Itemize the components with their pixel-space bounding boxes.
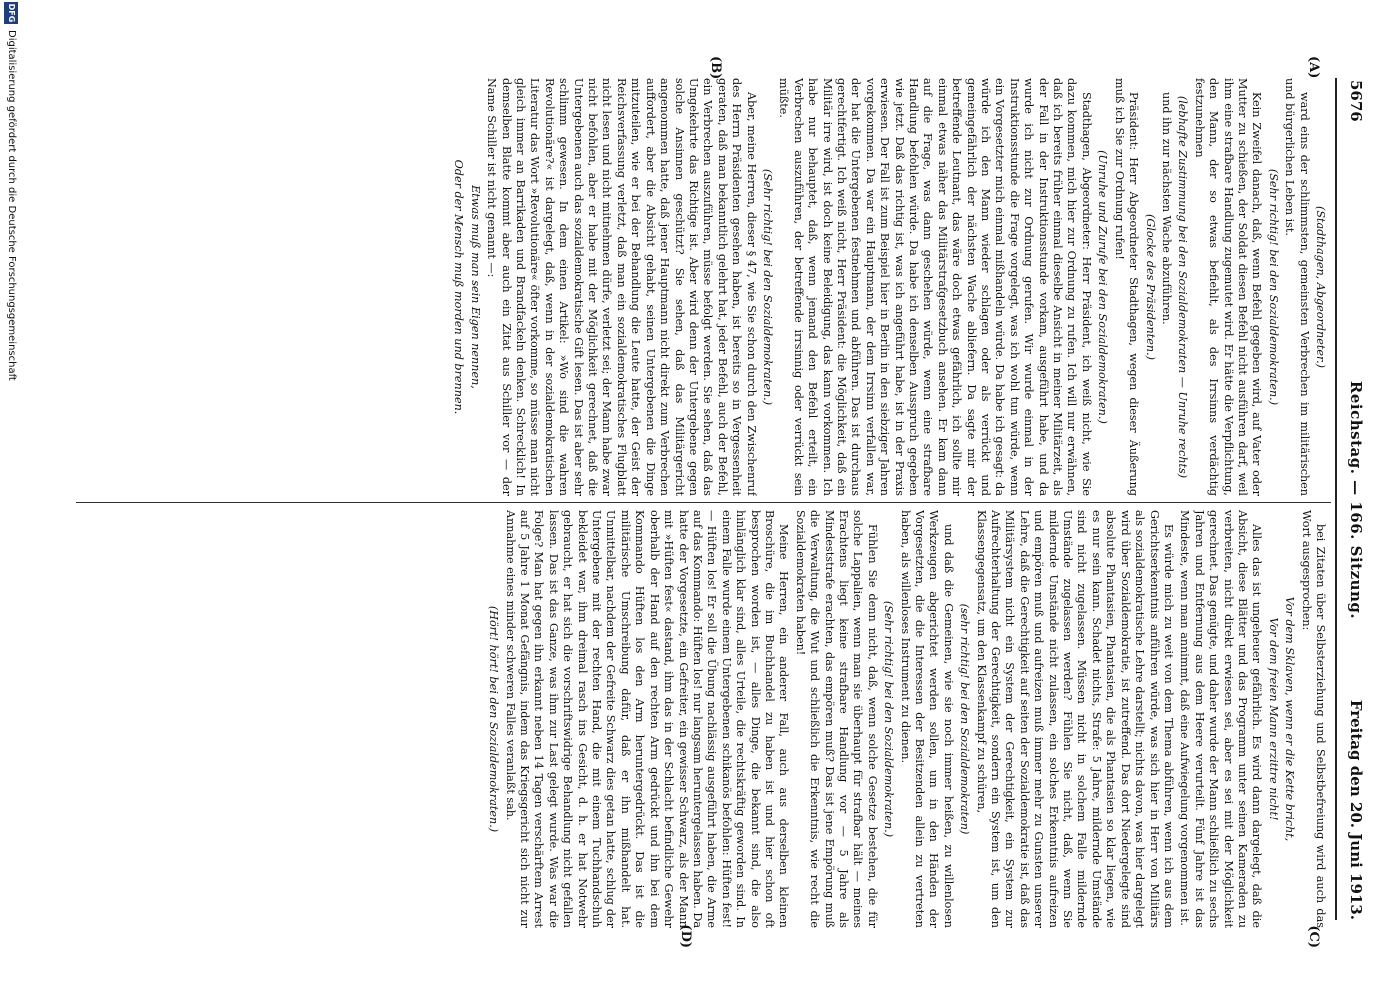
- interjection: (Sehr richtig! bei den Sozialdemokraten.): [760, 168, 774, 406]
- paragraph: Präsident: Herr Abgeordneter Stadthagen, wegen dieser Äußerung muß ich Sie zur Ordnung rufen!: [1112, 78, 1141, 496]
- interjection: (Sehr richtig! bei den Sozialdemokraten.): [882, 600, 896, 838]
- paragraph: Meine Herren, ein anderer Fall, auch aus derselben kleinen Broschüre, die im Buchhandel zu haben ist und hier schon oft besprochen worden ist, — alles Dinge, die bekannt sind, die also hinlänglich klar sind, alles Urteile, die rechtskräftig geworden sind. In einem Falle wurde einem Untergebenen schikanös befohlen: Hüften fest! — Hüften los! Er soll die Übung nachlässig ausgeführt haben, die Arme auf das Kommando: Hüften los! nur langsam heruntergelassen haben. Da hatte der Vorgesetzte, ein Gefreiter, ein gewisser Schwarz, als der Mann mit »Hüften fest« dastand, ihm das in der Schlacht befindliche Gewehr oberhalb der Hand auf den rechten Arm gedrückt und ihn bei dem Kommando Hüften los den Arm heruntergedrückt. Das ist die militärische Umschreibung dafür, daß er ihn mißhandelt hat. Unmittelbar, nachdem der Gefreite Schwarz dies getan hatte, schlug der Untergebene mit der rechten Hand, die mit einem Tuchhandschuh bekleidet war, ihm dreimal rasch ins Gesicht, d. h. er hat Notwehr gebraucht, er hat sich die vorschriftswidrige Behandlung nicht gefallen lassen. Das ist das Ganze, was ihm zur Last gelegt wurde. Was war die Folge? Man hat gegen ihn erkannt neben 14 Tagen verschärftem Arrest auf 5 Jahre 1 Monat Gefängnis, indem das Kriegsgericht sich nicht zur Annahme eines minder schweren Falles veranlaßt sah.: [503, 510, 791, 928]
- interjection: (Hört! hört! bei den Sozialdemokraten.): [487, 605, 501, 833]
- paragraph: Kein Zweifel danach, daß, wenn Befehl gegeben wird, auf Vater oder Mutter zu schießen, der Soldat diesen Befehl nicht ausführen darf, weil ihm eine strafbare Handlung zugemutet wird. Er hätte die Verpflichtung, den Mann, der so etwas befiehlt, als des Irrsinns verdächtig festzunehmen: [1192, 78, 1264, 496]
- interjection: (sehr richtig! bei den Sozialdemokraten): [958, 603, 972, 835]
- paragraph: ward eins der schlimmsten, gemeinsten Verbrechen im militärischen und bürgerlichen Leben ist.: [1283, 78, 1311, 496]
- interjection: (Sehr richtig! bei den Sozialdemokraten.): [1266, 168, 1280, 406]
- paragraph: und daß die Gemeinen, wie sie noch immer heißen, zu willenlosen Werkzeugen abgerichtet werden sollen, um in den Händen der Vorgesetzten, die die Interessen der Besitzenden allein zu vertreten haben, als willenloses Instrument zu dienen.: [898, 510, 955, 928]
- interjection: Vor dem freien Mann erzittre nicht!: [1266, 617, 1280, 821]
- margin-marker-d: (D): [678, 924, 693, 948]
- paragraph: und ihn zur nächsten Wache abzuführen.: [1159, 92, 1173, 325]
- dfg-logo: DFG: [4, 2, 18, 24]
- page-title: Reichstag. — 166. Sitzung.: [1347, 380, 1365, 620]
- margin-marker-c: (C): [1306, 925, 1321, 948]
- paragraph: Fühlen Sie denn nicht, daß, wenn solche Gesetze bestehen, die für solche Lappalien, wenn man sie überhaupt für strafbar hält — meines Erachtens liegt keine strafbare Handlung vor — 5 Jahre als Mindeststrafe erachten, das empören muß? Das ist jene Empörung muß die Verwaltung, die Wut und schließlich die Erkenntnis, wie recht die Sozialdemokraten haben!: [793, 510, 879, 928]
- paragraph: Stadthagen, Abgeordneter: Herr Präsident, ich weiß nicht, wie Sie dazu kommen, mich hier zur Ordnung zu rufen. Ich will nur erwähnen, daß ich bereits früher einmal dieselbe Ansicht in meiner Militärzeit, als der Fall in der Instruktionsstunde vorkam, ausgeführt habe, und da wurde ich nicht zur Ordnung gerufen. Wir wurde einmal in der Instruktionsstunde die Frage vorgelegt, was ich wohl tun würde, wenn ein Vorgesetzter mich einmal mißhandeln würde. Da habe ich gesagt: da würde ich den Mann wieder schlagen oder als verrückt und gemeingefährlich der nächsten Wache abliefern. Da sagte mir der betreffende Leutnant, das wäre doch etwas gefährlich, ich sollte mir einmal etwas näher das Militärstrafgesetzbuch ansehen. Er kam dann auf die Frage, was dann geschehen würde, wenn eine strafbare Handlung befohlen würde. Da habe ich denselben Ausspruch gegeben wie jetzt. Daß das richtig ist, was ich angeführt habe, ist in der Praxis erwiesen. Der Fall ist zum Beispiel hier in Berlin in den siebziger Jahren vorgekommen. Da war ein Hauptmann, der dem Irrsinn verfallen war, der hat die Untergebenen festnehmen und abführen. Das ist durchaus gerechtfertigt. Ich weiß nicht, Herr Präsident: die Möglichkeit, daß ein Militär irre wird, ist doch keine Beleidigung, das kann vorkommen. Ich habe nur behauptet, daß, wenn jemand den Befehl erteilt, ein Verbrechen auszuführen, der betreffende irrsinnig oder verrückt sein müßte.: [777, 78, 1093, 496]
- right-text-column: [87, 510, 1327, 928]
- interjection: (Unruhe und Zurufe bei den Sozialdemokraten.): [1096, 150, 1110, 424]
- paragraph: Alles das ist ungeheuer gefährlich. Es wird dann dargelegt, daß die Absicht, diese Blätter und das Programm unter seinen Kameraden zu verbreiten, nicht direkt erwiesen sei, aber es sei mit der Möglichkeit gerechnet. Das genügte, und daher wurde der Mann schließlich zu sechs Jahren und Entfernung aus dem Heere verurteilt. Fünf Jahre ist das Mindeste, wenn man annimmt, daß eine Aufwiegelung vorgenommen ist.: [1178, 510, 1264, 928]
- margin-marker-b: (B): [708, 56, 723, 80]
- page-footer: [0, 0, 22, 1000]
- page-date: Freitag den 20. Juni 1913.: [1347, 699, 1365, 920]
- funding-note: Digitalisierung gefördert durch die Deutsche Forschungsgemeinschaft: [6, 30, 17, 381]
- paragraph: Aber, meine Herren, dieser § 47, wie Sie schon durch den Zwischenruf des Herrn Präsidenten gesehen haben, ist bereits so in Vergessenheit geraten, daß man bekanntlich gelehrt hat, jeder Befehl, auch der Befehl, ein Verbrechen auszuführen, müsse befolgt werden. Sie sehen, daß das Umgekehrte das Richtige ist. Aber wird denn der Untergebene gegen solche Ansinnen geschützt? Sie sehen, daß das Militärgericht angenommen hatte, daß jener Hauptmann nicht direkt zum Verbrechen auffordert, aber die Absicht gehabt, seinen Untergebenen die Dinge mitzuteilen, wie er bei der Behandlung die Leute hatte, der Geist der Reichsverfassung verletzt, daß man ein sozialdemokratisches Flugblatt nicht lesen und nicht mitnehmen dürfe, verletzt sei; der Mann habe zwar nicht befohlen, aber er habe mit der Möglichkeit gerechnet, daß die Untergebenen auch das sozialdemokratische Gift lesen. Das ist aber sehr schlimm gewesen. In dem einen Artikel: »Wo sind die wahren Revolutionäre?« ist dargelegt, daß, wenn in der sozialdemokratischen Literatur das Wort »Revolutionäre« öfter vorkomme, so müsse man nicht gleich immer an Barrikaden und Brandfackeln denken. Schrecklich! In demselben Blatte kommt aber auch ein Zitat aus Schiller vor — der Name Schiller ist nicht genannt —:: [485, 78, 758, 496]
- header-rule: [1335, 78, 1337, 920]
- paragraph: Es würde mich zu weit von dem Thema abführen, wenn ich aus dem Gerichtserkenntnis anführen würde, was sich hier in Herr von Militärs als sozialdemokratische Lehre darstellt; nichts davon, was hier dargelegt wird über Sozialdemokratie, ist zutreffend. Das dort Niedergelegte sind absolute Phantasien, Phantasien, die als Phantasien so klar liegen, wie es nur sein kann. Schadet nichts, Strafe: 5 Jahre, mildernde Umstände sind nicht zugelassen. Müssen nicht in solchem Falle mildernde Umstände zugelassen werden? Fühlen Sie nicht, daß, wenn Sie mildernde Umstände nicht zulassen, ein solches Erkenntnis aufreizen und empören muß und aufreizen muß immer mehr zu Gunsten unserer Lehre, daß die Gerechtigkeit auf seiten der Sozialdemokratie ist, daß das Militärsystem nicht ein System der Gerechtigkeit, ein System zur Aufrechterhaltung der Gerechtigkeit, sondern ein System ist, um den Klassengegensatz, um den Klassenkampf zu schüren,: [974, 510, 1175, 928]
- interjection: (Stadthagen, Abgeordneter.): [1314, 205, 1327, 369]
- interjection: Oder der Mensch muß morden und brennen.: [452, 159, 466, 415]
- interjection: Etwas muß man sein Eigen nennen,: [468, 185, 482, 389]
- paragraph: bei Zitaten über Selbsterziehung und Selbstbefreiung wird auch das Wort ausgesprochen:: [1299, 510, 1327, 928]
- page-number: 5676: [1347, 80, 1365, 122]
- column-divider: [76, 502, 1331, 503]
- margin-marker-a: (A): [1306, 56, 1321, 79]
- left-text-column: [87, 78, 1327, 496]
- interjection: (lebhafte Zustimmung bei den Sozialdemokraten — Unruhe rechts): [1176, 95, 1190, 479]
- page-header: [1339, 80, 1365, 920]
- interjection: (Glocke des Präsidenten.): [1143, 213, 1157, 360]
- interjection: Vor dem Sklaven, wenn er die Kette bricht,: [1283, 596, 1297, 842]
